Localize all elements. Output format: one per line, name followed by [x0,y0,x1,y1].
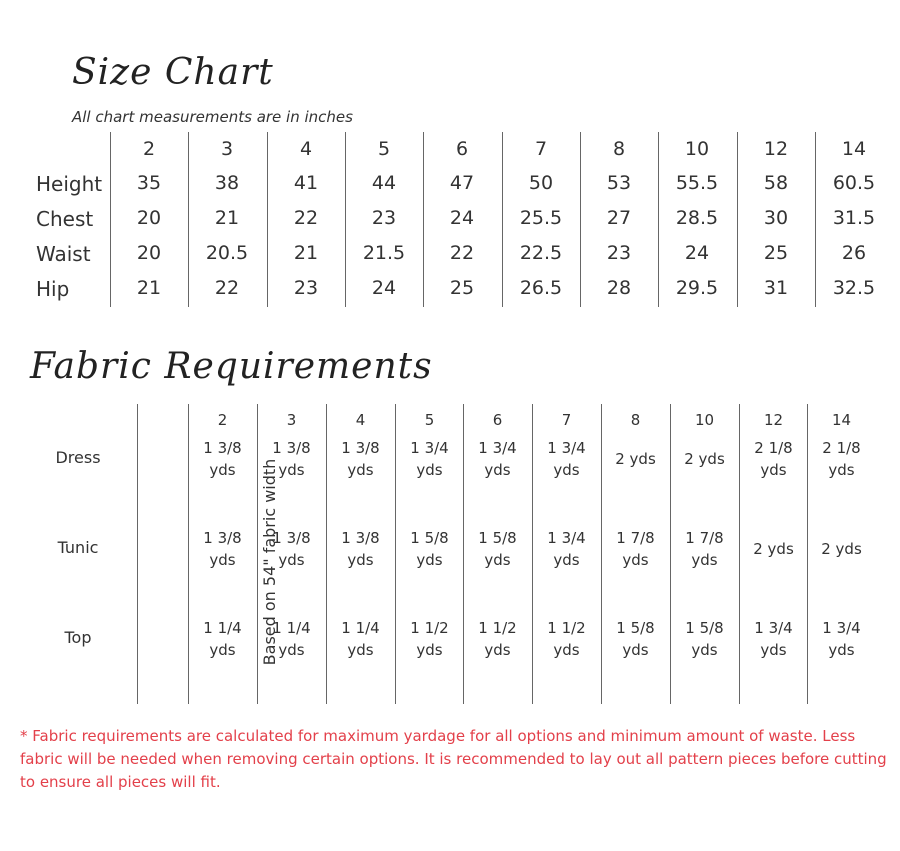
fabric-value-line: 1 3/4 [547,529,586,547]
fabric-requirements-title: Fabric Requirements [30,346,433,387]
size-value: 24 [449,207,475,229]
fabric-value-line: 1 1/2 [547,619,586,637]
fabric-value-line: 1 3/8 [272,439,311,457]
size-value: 29.5 [675,277,719,299]
size-header: 14 [841,138,867,160]
size-value: 47 [449,172,475,194]
size-column-divider [110,132,111,307]
fabric-value-line: 2 1/8 [822,439,861,457]
fabric-column-divider [257,404,258,704]
size-value: 22 [293,207,319,229]
fabric-row-label: Top [64,628,92,647]
size-row-label: Waist [36,242,91,266]
fabric-value-line: 2 yds [615,450,656,468]
size-row-label: Hip [36,277,70,301]
fabric-note-divider [137,404,138,704]
fabric-size-header: 14 [831,411,852,429]
size-value: 25 [763,242,789,264]
size-value: 21 [214,207,240,229]
fabric-value-line: yds [553,551,580,569]
fabric-value-line: yds [416,641,443,659]
size-value: 22 [449,242,475,264]
size-value: 21 [293,242,319,264]
fabric-width-note: Based on 54" fabric width [260,458,279,666]
fabric-size-header: 10 [694,411,715,429]
fabric-size-header: 8 [630,411,641,429]
fabric-value [601,448,670,470]
fabric-value-line: 1 7/8 [685,529,724,547]
fabric-value-line: 1 3/8 [272,529,311,547]
fabric-value [188,527,257,571]
size-value: 55.5 [675,172,719,194]
fabric-value-line: yds [484,461,511,479]
fabric-value-line: 2 yds [684,450,725,468]
fabric-column-divider [532,404,533,704]
fabric-value-line: 1 3/8 [203,529,242,547]
fabric-value-line: 1 1/4 [272,619,311,637]
size-value: 27 [606,207,632,229]
fabric-size-header: 4 [355,411,366,429]
size-value: 20 [136,207,162,229]
fabric-value-line: yds [691,641,718,659]
fabric-value [739,538,808,560]
size-value: 41 [293,172,319,194]
fabric-value-line: yds [484,641,511,659]
fabric-value-line: yds [347,641,374,659]
fabric-value-line: 1 3/8 [203,439,242,457]
fabric-value [463,437,532,481]
fabric-column-divider [739,404,740,704]
size-header: 7 [534,138,548,160]
fabric-column-divider [807,404,808,704]
fabric-column-divider [326,404,327,704]
fabric-value-line: yds [622,641,649,659]
fabric-value [395,527,464,571]
size-value: 21 [136,277,162,299]
size-header: 6 [455,138,469,160]
size-header: 5 [377,138,391,160]
size-value: 20.5 [205,242,249,264]
size-column-divider [737,132,738,307]
footnote: * Fabric requirements are calculated for maximum yardage for all options and minimum amount of waste. Less fabric will be needed when removing certain options. It is recommended to lay out all pattern pieces before cutting to ensure all pieces will fit. [20,727,887,791]
fabric-value-line: yds [416,551,443,569]
fabric-size-header: 2 [217,411,228,429]
fabric-value [532,527,601,571]
fabric-value [807,538,876,560]
fabric-value-line: yds [691,551,718,569]
fabric-value-line: 1 3/4 [478,439,517,457]
fabric-value [326,437,395,481]
size-value: 25 [449,277,475,299]
fabric-value-line: 1 3/4 [822,619,861,637]
size-value: 50 [528,172,554,194]
fabric-value-line: yds [553,461,580,479]
fabric-size-header: 6 [492,411,503,429]
fabric-value-line: yds [278,641,305,659]
size-value: 35 [136,172,162,194]
size-value: 24 [684,242,710,264]
fabric-value-line: 2 yds [821,540,862,558]
fabric-value [326,527,395,571]
fabric-column-divider [670,404,671,704]
fabric-size-header: 7 [561,411,572,429]
fabric-value-line: 1 5/8 [616,619,655,637]
fabric-value-line: 1 5/8 [478,529,517,547]
fabric-value-line: 1 3/4 [547,439,586,457]
fabric-value-line: 1 5/8 [685,619,724,637]
fabric-size-header: 3 [286,411,297,429]
size-value: 26 [841,242,867,264]
fabric-value-line: yds [278,551,305,569]
fabric-value-line: yds [209,551,236,569]
size-value: 58 [763,172,789,194]
fabric-value [601,527,670,571]
fabric-value-line: yds [209,641,236,659]
size-column-divider [502,132,503,307]
size-value: 23 [371,207,397,229]
fabric-value-line: 1 5/8 [410,529,449,547]
size-value: 20 [136,242,162,264]
fabric-value [670,527,739,571]
size-column-divider [815,132,816,307]
size-column-divider [423,132,424,307]
fabric-value-line: 1 3/4 [754,619,793,637]
size-value: 53 [606,172,632,194]
size-value: 60.5 [832,172,876,194]
fabric-value-line: 1 3/8 [341,439,380,457]
fabric-column-divider [601,404,602,704]
fabric-value [395,617,464,661]
size-row-label: Chest [36,207,94,231]
size-header: 2 [142,138,156,160]
fabric-value-line: yds [553,641,580,659]
fabric-size-header: 12 [763,411,784,429]
size-value: 22 [214,277,240,299]
fabric-value-line: 2 yds [753,540,794,558]
fabric-value [188,617,257,661]
size-value: 24 [371,277,397,299]
fabric-value-line: 1 1/2 [478,619,517,637]
fabric-row-label: Tunic [57,538,99,557]
size-value: 38 [214,172,240,194]
fabric-value [670,448,739,470]
fabric-value-line: 1 3/4 [410,439,449,457]
size-column-divider [267,132,268,307]
size-header: 12 [763,138,789,160]
size-value: 31.5 [832,207,876,229]
fabric-value [807,437,876,481]
fabric-value-line: yds [828,461,855,479]
fabric-value-line: yds [416,461,443,479]
fabric-value-line: yds [622,551,649,569]
fabric-value-line: 1 7/8 [616,529,655,547]
fabric-value [326,617,395,661]
size-value: 23 [293,277,319,299]
fabric-value [739,617,808,661]
fabric-value [601,617,670,661]
size-header: 3 [220,138,234,160]
fabric-value-line: yds [828,641,855,659]
size-header: 8 [612,138,626,160]
fabric-value-line: yds [209,461,236,479]
fabric-value-line: yds [760,461,787,479]
fabric-value-line: 2 1/8 [754,439,793,457]
fabric-size-header: 5 [424,411,435,429]
size-value: 44 [371,172,397,194]
size-header: 4 [299,138,313,160]
fabric-value-line: 1 1/4 [203,619,242,637]
fabric-value-line: yds [347,461,374,479]
fabric-column-divider [188,404,189,704]
size-value: 32.5 [832,277,876,299]
size-column-divider [188,132,189,307]
size-chart-title: Size Chart [72,52,274,93]
fabric-value-line: yds [484,551,511,569]
size-value: 30 [763,207,789,229]
size-column-divider [580,132,581,307]
size-chart-subtitle: All chart measurements are in inches [72,108,353,126]
fabric-value-line: yds [347,551,374,569]
fabric-value-line: yds [760,641,787,659]
fabric-value [463,617,532,661]
size-value: 28 [606,277,632,299]
fabric-value [188,437,257,481]
size-column-divider [658,132,659,307]
size-row-label: Height [36,172,103,196]
fabric-value [532,437,601,481]
fabric-value-line: yds [278,461,305,479]
fabric-row-label: Dress [55,448,101,467]
size-column-divider [345,132,346,307]
fabric-value [670,617,739,661]
fabric-value-line: 1 1/2 [410,619,449,637]
fabric-value-line: 1 3/8 [341,529,380,547]
size-value: 26.5 [519,277,563,299]
size-header: 10 [684,138,710,160]
fabric-value [807,617,876,661]
fabric-value [463,527,532,571]
size-value: 31 [763,277,789,299]
fabric-value [739,437,808,481]
fabric-value [395,437,464,481]
size-value: 28.5 [675,207,719,229]
size-value: 21.5 [362,242,406,264]
size-value: 23 [606,242,632,264]
size-value: 22.5 [519,242,563,264]
fabric-column-divider [463,404,464,704]
fabric-value-line: 1 1/4 [341,619,380,637]
fabric-value [532,617,601,661]
fabric-column-divider [395,404,396,704]
size-value: 25.5 [519,207,563,229]
